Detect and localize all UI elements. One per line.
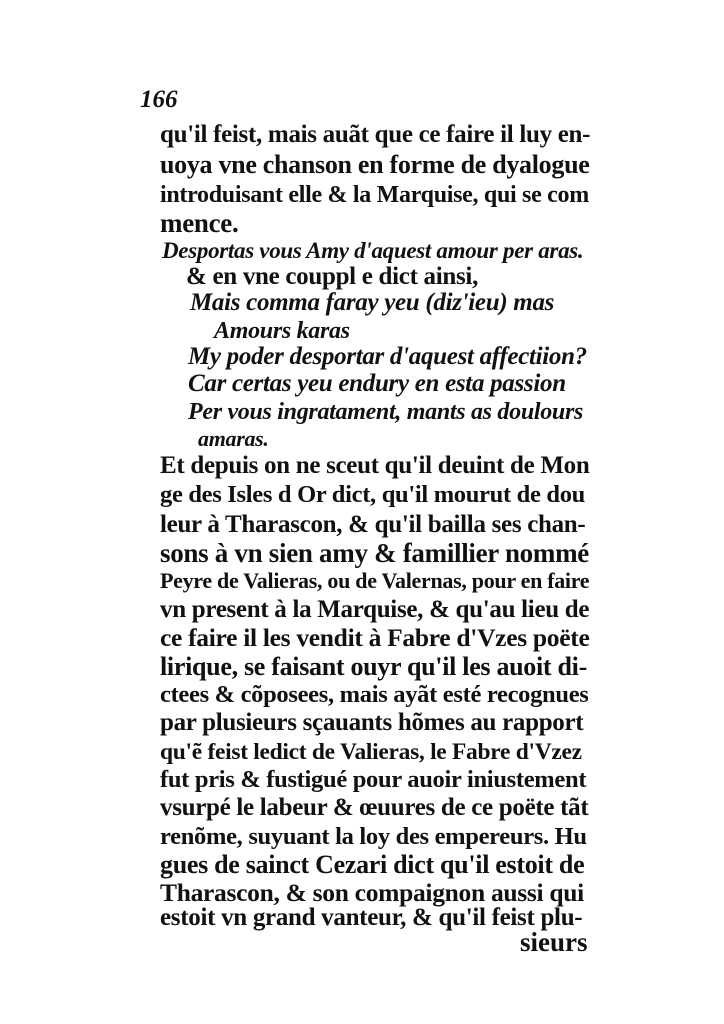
text-line: mence. bbox=[160, 208, 239, 238]
catchword: sieurs bbox=[520, 927, 588, 957]
text-line: vsurpé le labeur & œuures de ce poëte tãt bbox=[160, 794, 589, 821]
text-line: vn present à la Marquise, & qu'au lieu de bbox=[160, 596, 590, 623]
text-line: renõme, suyuant la loy des empereurs. Hu bbox=[160, 823, 587, 850]
text-line: leur à Tharascon, & qu'il bailla ses chan- bbox=[160, 511, 586, 538]
text-line: Peyre de Valieras, ou de Valernas, pour en faire bbox=[160, 568, 590, 593]
text-line: Et depuis on ne sceut qu'il deuint de Mon bbox=[160, 452, 590, 479]
text-line: estoit vn grand vanteur, & qu'il feist plu- bbox=[160, 904, 583, 931]
verse-line: Mais comma faray yeu (diz'ieu) mas bbox=[190, 289, 555, 316]
text-line: Tharascon, & son compaignon aussi qui bbox=[160, 878, 584, 907]
page-number: 166 bbox=[140, 86, 178, 113]
verse-line: Desportas vous Amy d'aquest amour per aras. bbox=[162, 238, 584, 263]
text-line: ge des Isles d Or dict, qu'il mourut de dou bbox=[160, 481, 585, 508]
text-line: lirique, se faisant ouyr qu'il les auoit di- bbox=[160, 652, 587, 681]
text-line: fut pris & fustigué pour auoir iniustement bbox=[160, 766, 587, 793]
text-line: gues de sainct Cezari dict qu'il estoit de bbox=[160, 850, 585, 879]
text-line: uoya vne chanson en forme de dyalogue bbox=[160, 150, 590, 179]
text-line: qu'ẽ feist ledict de Valieras, le Fabre d'Vzez bbox=[160, 739, 582, 765]
text-line: sons à vn sien amy & famillier nommé bbox=[160, 538, 589, 568]
text-line: ce faire il les vendit à Fabre d'Vzes poëte bbox=[160, 623, 590, 652]
verse-line: Car certas yeu endury en esta passion bbox=[188, 370, 566, 397]
text-line: ctees & cõposees, mais ayãt esté recognues bbox=[160, 681, 589, 708]
text-line: introduisant elle & la Marquise, qui se com bbox=[160, 182, 589, 208]
verse-line: My poder desportar d'aquest affectiion? bbox=[188, 343, 587, 370]
text-line: qu'il feist, mais auãt que ce faire il luy en- bbox=[160, 121, 591, 148]
verse-line: Amours karas bbox=[214, 318, 350, 344]
verse-line: Per vous ingratament, mants as doulours bbox=[188, 399, 584, 425]
text-line: par plusieurs sçauants hõmes au rapport bbox=[160, 709, 584, 736]
text-line: & en vne couppl e dict ainsi, bbox=[186, 263, 479, 290]
verse-line: amaras. bbox=[198, 426, 269, 451]
